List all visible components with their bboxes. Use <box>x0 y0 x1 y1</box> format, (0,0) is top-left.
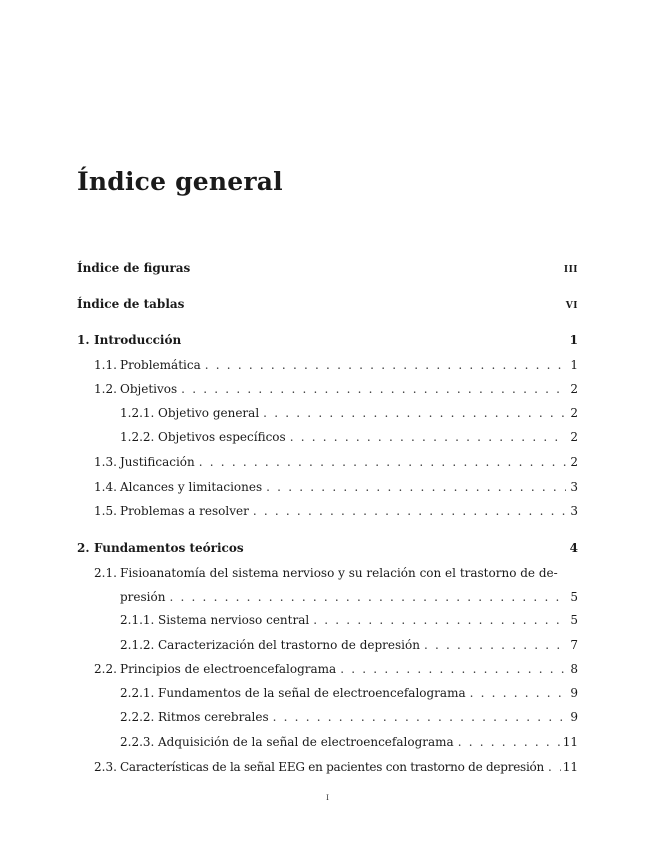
toc-entry-continuation[interactable] <box>77 589 578 605</box>
dot-leader <box>205 357 566 373</box>
dot-leader <box>263 405 566 421</box>
toc-chapter-page: 4 <box>569 541 578 555</box>
toc-entry-page: 7 <box>570 638 578 652</box>
dot-leader <box>470 685 566 701</box>
toc-entry-number: 2.3. <box>94 760 117 774</box>
dot-leader <box>273 709 566 725</box>
toc-entry-page: 2 <box>570 430 578 444</box>
toc-entry[interactable] <box>77 759 578 775</box>
toc-entry-number: 2.1.2. <box>120 638 155 652</box>
dot-leader <box>253 503 566 519</box>
toc-entry[interactable] <box>77 685 578 701</box>
dot-leader <box>169 589 566 605</box>
dot-leader <box>266 479 566 495</box>
dot-leader <box>313 612 566 628</box>
page-number-footer: I <box>326 794 329 802</box>
toc-entry-page: 5 <box>570 613 578 627</box>
toc-chapter-number: 1. <box>77 333 90 347</box>
toc-entry-text: Características de la señal EEG en pacientes con trastorno de depresión <box>120 760 545 774</box>
toc-entry-page: 11 <box>562 760 578 774</box>
toc-entry-text: Índice de figuras <box>77 261 191 275</box>
dot-leader <box>424 637 566 653</box>
toc-entry-number: 2.2.2. <box>120 710 155 724</box>
toc-entry-text: Alcances y limitaciones <box>120 480 263 494</box>
toc-entry-number: 2.2.3. <box>120 735 155 749</box>
toc-entry-page: 9 <box>570 710 578 724</box>
toc-entry[interactable] <box>77 381 578 397</box>
toc-entry-number: 2.2.1. <box>120 686 155 700</box>
table-of-contents <box>77 0 578 848</box>
toc-entry[interactable] <box>77 479 578 495</box>
toc-entry-number: 2.1. <box>94 566 117 580</box>
dot-leader <box>290 429 566 445</box>
toc-chapter-title: Introducción <box>94 333 182 347</box>
toc-entry-number: 2.1.1. <box>120 613 155 627</box>
page-title: Índice general <box>77 167 283 196</box>
toc-entry-text: Caracterización del trastorno de depresión <box>158 638 420 652</box>
toc-entry[interactable] <box>77 709 578 725</box>
toc-entry-index-figures[interactable] <box>77 260 578 276</box>
toc-entry-page: 2 <box>570 406 578 420</box>
toc-entry-number: 1.2.2. <box>120 430 155 444</box>
toc-entry-number: 1.3. <box>94 455 117 469</box>
toc-chapter-2[interactable] <box>77 540 578 556</box>
toc-entry-text: Fundamentos de la señal de electroencefalograma <box>158 686 466 700</box>
toc-entry-page: 5 <box>570 590 578 604</box>
toc-entry-number: 2.2. <box>94 662 117 676</box>
toc-entry-page: 8 <box>570 662 578 676</box>
toc-entry[interactable] <box>77 454 578 470</box>
dot-leader <box>548 759 561 775</box>
dot-leader <box>199 454 566 470</box>
toc-chapter-page: 1 <box>569 333 578 347</box>
toc-entry-index-tables[interactable] <box>77 296 578 312</box>
toc-entry-page: 3 <box>570 480 578 494</box>
toc-entry-text: Justificación <box>120 455 195 469</box>
toc-entry-page: 3 <box>570 504 578 518</box>
dot-leader <box>340 661 566 677</box>
toc-entry-number: 1.4. <box>94 480 117 494</box>
toc-chapter-1[interactable] <box>77 332 578 348</box>
toc-entry-text: Objetivos <box>120 382 178 396</box>
toc-entry-text: Objetivos específicos <box>158 430 286 444</box>
toc-entry[interactable] <box>77 612 578 628</box>
toc-entry-page: 2 <box>570 455 578 469</box>
toc-chapter-number: 2. <box>77 541 90 555</box>
toc-entry[interactable] <box>77 429 578 445</box>
toc-entry-text-line2: presión <box>120 590 166 604</box>
toc-entry-text: Índice de tablas <box>77 297 185 311</box>
toc-entry-text: Problemática <box>120 358 201 372</box>
toc-entry-page: 2 <box>570 382 578 396</box>
toc-entry-page: VI <box>565 301 578 311</box>
toc-entry-text: Objetivo general <box>158 406 260 420</box>
toc-entry-text: Ritmos cerebrales <box>158 710 269 724</box>
toc-entry-text: Sistema nervioso central <box>158 613 310 627</box>
toc-entry-page: 11 <box>562 735 578 749</box>
toc-chapter-title: Fundamentos teóricos <box>94 541 244 555</box>
toc-entry-page: 9 <box>570 686 578 700</box>
toc-entry-text-line1: Fisioanatomía del sistema nervioso y su relación con el trastorno de de- <box>120 566 558 580</box>
toc-entry-page: 1 <box>570 358 578 372</box>
toc-entry-text: Principios de electroencefalograma <box>120 662 337 676</box>
toc-entry-number: 1.5. <box>94 504 117 518</box>
toc-entry-number: 1.1. <box>94 358 117 372</box>
toc-entry-page: III <box>563 265 578 275</box>
toc-entry-number: 1.2.1. <box>120 406 155 420</box>
dot-leader <box>181 381 566 397</box>
toc-entry-number: 1.2. <box>94 382 117 396</box>
toc-entry-wrapped[interactable] <box>94 565 578 581</box>
toc-entry[interactable] <box>77 357 578 373</box>
toc-entry[interactable] <box>77 405 578 421</box>
toc-entry[interactable] <box>77 734 578 750</box>
toc-entry[interactable] <box>77 637 578 653</box>
toc-entry-text: Problemas a resolver <box>120 504 249 518</box>
toc-entry-text: Adquisición de la señal de electroencefalograma <box>158 735 454 749</box>
dot-leader <box>458 734 561 750</box>
toc-entry[interactable] <box>77 661 578 677</box>
toc-entry[interactable] <box>77 503 578 519</box>
